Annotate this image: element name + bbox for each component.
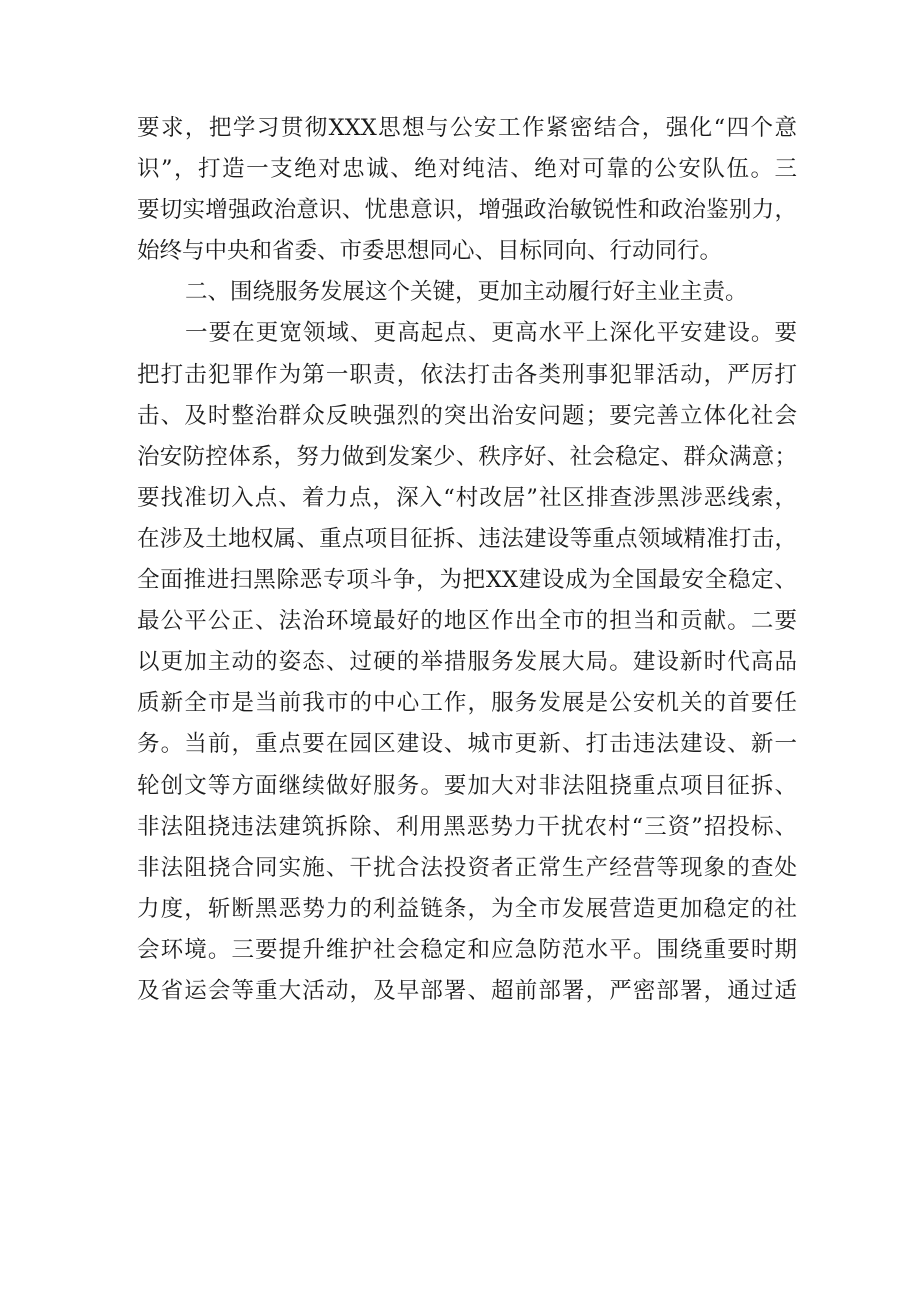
- text-line: 非法阻挠合同实施、干扰合法投资者正常生产经营等现象的查处: [137, 854, 797, 881]
- text-line: 击、及时整治群众反映强烈的突出治安问题；要完善立体化社会: [137, 402, 797, 429]
- text-line: 要切实增强政治意识、忧患意识，增强政治敏锐性和政治鉴别力，: [137, 197, 797, 224]
- text-line: 轮创文等方面继续做好服务。要加大对非法阻挠重点项目征拆、: [137, 772, 797, 799]
- text-line: 全面推进扫黑除恶专项斗争，为把XX建设成为全国最安全稳定、: [137, 567, 797, 594]
- text-line: 以更加主动的姿态、过硬的举措服务发展大局。建设新时代高品: [137, 649, 797, 676]
- text-line: 力度，斩断黑恶势力的利益链条，为全市发展营造更加稳定的社: [137, 895, 797, 922]
- text-line: 最公平公正、法治环境最好的地区作出全市的担当和贡献。二要: [137, 608, 797, 635]
- text-line: 务。当前，重点要在园区建设、城市更新、打击违法建设、新一: [137, 731, 797, 758]
- text-line: 一要在更宽领域、更高起点、更高水平上深化平安建设。要: [185, 320, 797, 347]
- text-line: 非法阻挠违法建筑拆除、利用黑恶势力干扰农村“三资”招投标、: [137, 813, 797, 840]
- text-line: 要找准切入点、着力点，深入“村改居”社区排查涉黑涉恶线索，: [137, 484, 797, 511]
- text-line: 识”，打造一支绝对忠诚、绝对纯洁、绝对可靠的公安队伍。三: [137, 156, 797, 183]
- text-line: 治安防控体系，努力做到发案少、秩序好、社会稳定、群众满意；: [137, 443, 797, 470]
- text-line: 会环境。三要提升维护社会稳定和应急防范水平。围绕重要时期: [137, 936, 797, 963]
- document-body: [137, 108, 797, 1012]
- text-line: 要求，把学习贯彻XXX思想与公安工作紧密结合，强化“四个意: [137, 115, 797, 141]
- text-line: 及省运会等重大活动，及早部署、超前部署，严密部署，通过适: [137, 977, 797, 1004]
- section-heading: 二、围绕服务发展这个关键，更加主动履行好主业主责。: [185, 279, 748, 306]
- text-line: 始终与中央和省委、市委思想同心、目标同向、行动同行。: [137, 238, 723, 265]
- text-line: 在涉及土地权属、重点项目征拆、违法建设等重点领域精准打击，: [137, 525, 797, 552]
- text-line: 把打击犯罪作为第一职责，依法打击各类刑事犯罪活动，严厉打: [137, 361, 797, 388]
- text-line: 质新全市是当前我市的中心工作，服务发展是公安机关的首要任: [137, 690, 797, 717]
